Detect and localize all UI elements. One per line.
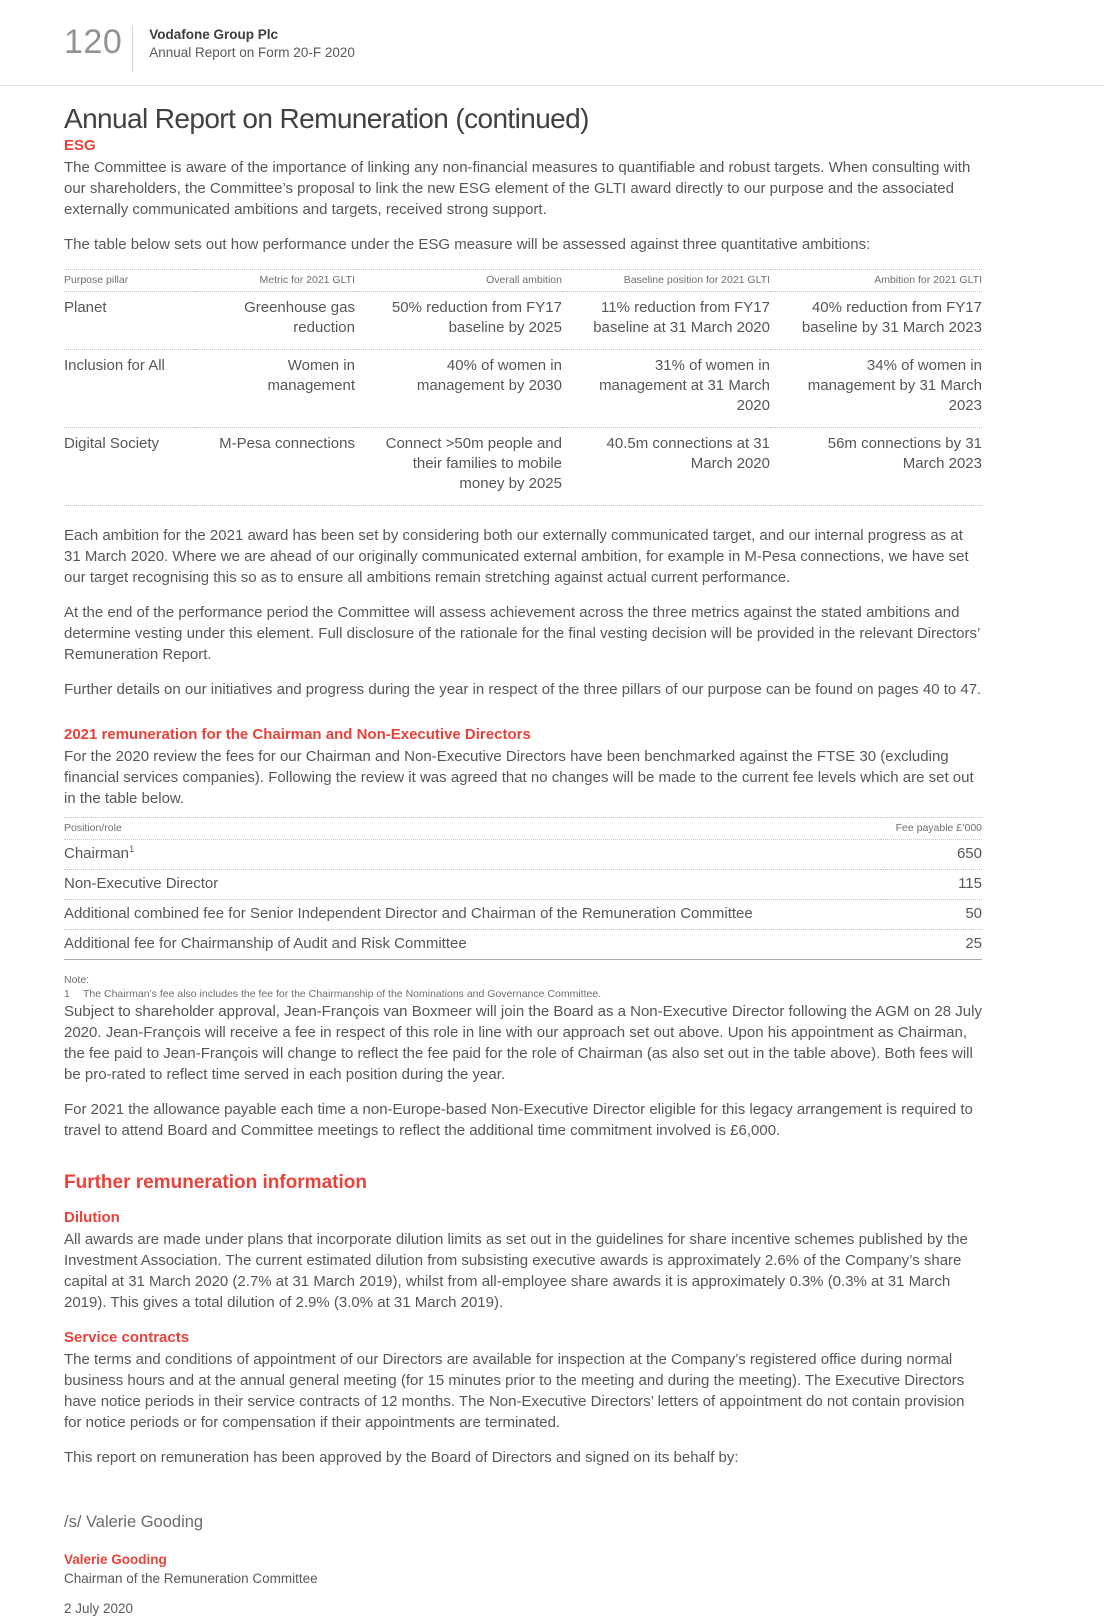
esg-paragraph-3: Each ambition for the 2021 award has been set by considering both our externally communicated target, and our internal progress as at 31 March 2020. Where we are ahead of our originally communicated external ambition, for example in M-Pesa connections, we have set our target recognising this so as to ensure all ambitions remain stretching against actual current performance. — [64, 527, 969, 586]
fee-role-text: Chairman — [64, 845, 130, 862]
note-number: 1 — [64, 988, 70, 1000]
esg-cell-pillar: Digital Society — [64, 428, 195, 506]
fee-cell-role: Additional combined fee for Senior Independent Director and Chairman of the Remuneration Committee — [64, 900, 880, 930]
table-row — [64, 350, 982, 428]
esg-table-header-row — [64, 270, 982, 292]
esg-cell-baseline: 31% of women in management at 31 March 2020 — [562, 350, 770, 428]
esg-paragraph-1: The Committee is aware of the importance of linking any non-financial measures to quantifiable and robust targets. When consulting with our shareholders, the Committee’s proposal to link the new ESG element of the GLTI award directly to our purpose and the associated externally communicated ambitions and targets, received strong support. — [64, 159, 971, 218]
esg-col-metric: Metric for 2021 GLTI — [195, 270, 355, 292]
esg-cell-pillar: Inclusion for All — [64, 350, 195, 428]
esg-heading: ESG — [64, 137, 96, 154]
fee-cell-value: 50 — [880, 900, 982, 930]
signature-date: 2 July 2020 — [64, 1601, 134, 1616]
header-divider — [132, 26, 133, 72]
company-name: Vodafone Group Plc — [149, 27, 278, 42]
esg-cell-overall: Connect >50m people and their families to mobile money by 2025 — [355, 428, 562, 506]
signatory-role: Chairman of the Remuneration Committee — [64, 1570, 318, 1586]
esg-cell-pillar: Planet — [64, 292, 195, 350]
service-contracts-heading: Service contracts — [64, 1329, 190, 1346]
esg-paragraph-4: At the end of the performance period the Committee will assess achievement across the three metrics against the stated ambitions and determine vesting under this element. Full disclosure of the rationale for the final vesting decision will be provided in the relevant Directors’ Remuneration Report. — [64, 604, 980, 663]
table-row — [64, 900, 982, 930]
esg-cell-ambition: 56m connections by 31 March 2023 — [770, 428, 982, 506]
esg-ambitions-table — [64, 269, 982, 506]
fee-table-header-row — [64, 818, 982, 840]
report-name: Annual Report on Form 20-F 2020 — [149, 44, 355, 60]
signatory-name: Valerie Gooding — [64, 1552, 167, 1567]
esg-col-ambition: Ambition for 2021 GLTI — [770, 270, 982, 292]
approval-paragraph: This report on remuneration has been approved by the Board of Directors and signed on its behalf by: — [64, 1449, 739, 1466]
fee-cell-role: Non-Executive Director — [64, 870, 880, 900]
signature-script: /s/ Valerie Gooding — [64, 1513, 204, 1531]
note-text: The Chairman’s fee also includes the fee for the Chairmanship of the Nominations and Governance Committee. — [83, 988, 602, 1000]
remuneration-paragraph-2: For 2021 the allowance payable each time a non-Europe-based Non-Executive Director eligible for this legacy arrangement is required to travel to attend Board and Committee meetings to reflect the additional time commitment involved is £6,000. — [64, 1101, 973, 1139]
header-rule — [0, 85, 1104, 86]
fee-cell-role: Additional fee for Chairmanship of Audit and Risk Committee — [64, 930, 880, 960]
page-title: Annual Report on Remuneration (continued) — [64, 103, 589, 134]
table-row — [64, 870, 982, 900]
table-row — [64, 292, 982, 350]
fee-col-position-role: Position/role — [64, 818, 880, 840]
esg-cell-ambition: 34% of women in management by 31 March 2023 — [770, 350, 982, 428]
page-content — [64, 135, 982, 1616]
service-contracts-paragraph: The terms and conditions of appointment of our Directors are available for inspection at the Company’s registered office during normal business hours and at the annual general meeting (for 15 minutes prior to the meeting and during the meeting). The Executive Directors have notice periods in their service contracts of 12 months. The Non-Executive Directors’ letters of appointment do not contain provision for notice periods or for compensation if their appointments are terminated. — [64, 1351, 965, 1431]
fee-cell-value: 25 — [880, 930, 982, 960]
esg-paragraph-5: Further details on our initiatives and progress during the year in respect of the three pillars of our purpose can be found on pages 40 to 47. — [64, 681, 982, 698]
fee-cell-role — [64, 840, 880, 870]
esg-cell-overall: 40% of women in management by 2030 — [355, 350, 562, 428]
esg-cell-overall: 50% reduction from FY17 baseline by 2025 — [355, 292, 562, 350]
note-item-1 — [64, 987, 982, 1001]
esg-paragraph-2: The table below sets out how performance under the ESG measure will be assessed against three quantitative ambitions: — [64, 236, 871, 253]
table-row — [64, 930, 982, 960]
dilution-paragraph: All awards are made under plans that incorporate dilution limits as set out in the guidelines for share incentive schemes published by the Investment Association. The current estimated dilution from subsisting executive awards is approximately 2.6% of the Company’s share capital at 31 March 2020 (2.7% at 31 March 2019), whilst from all-employee share awards it is approximately 0.3% (0.3% at 31 March 2019). This gives a total dilution of 2.9% (3.0% at 31 March 2019). — [64, 1231, 968, 1311]
esg-cell-baseline: 11% reduction from FY17 baseline at 31 March 2020 — [562, 292, 770, 350]
esg-cell-metric: Women in management — [195, 350, 355, 428]
table-row — [64, 428, 982, 506]
esg-col-baseline: Baseline position for 2021 GLTI — [562, 270, 770, 292]
fee-col-fee-payable: Fee payable £’000 — [880, 818, 982, 840]
esg-cell-baseline: 40.5m connections at 31 March 2020 — [562, 428, 770, 506]
table-note — [64, 973, 982, 1001]
remuneration-2021-intro: For the 2020 review the fees for our Chairman and Non-Executive Directors have been benchmarked against the FTSE 30 (excluding financial services companies). Following the review it was agreed that no changes will be made to the current fee levels which are set out in the table below. — [64, 748, 974, 807]
page-header — [0, 0, 1104, 72]
remuneration-paragraph-1: Subject to shareholder approval, Jean-François van Boxmeer will join the Board as a Non-Executive Director following the AGM on 28 July 2020. Jean-François will receive a fee in respect of this role in line with our approach set out above. Upon his appointment as Chairman, the fee paid to Jean-François will change to reflect the fee paid for the role of Chairman (as also set out in the table above). Both fees will be pro-rated to reflect time served in each position during the year. — [64, 1003, 982, 1083]
esg-cell-metric: Greenhouse gas reduction — [195, 292, 355, 350]
esg-col-overall-ambition: Overall ambition — [355, 270, 562, 292]
esg-cell-ambition: 40% reduction from FY17 baseline by 31 March 2023 — [770, 292, 982, 350]
fee-cell-value: 650 — [880, 840, 982, 870]
further-info-heading: Further remuneration information — [64, 1172, 367, 1193]
page-number: 120 — [64, 23, 123, 61]
esg-col-purpose-pillar: Purpose pillar — [64, 270, 195, 292]
table-row — [64, 840, 982, 870]
footnote-marker: 1 — [129, 844, 135, 855]
fee-table — [64, 817, 982, 960]
remuneration-2021-heading: 2021 remuneration for the Chairman and Non-Executive Directors — [64, 726, 531, 743]
note-label: Note: — [64, 974, 90, 986]
esg-cell-metric: M-Pesa connections — [195, 428, 355, 506]
header-text-block — [149, 24, 355, 62]
fee-cell-value: 115 — [880, 870, 982, 900]
dilution-heading: Dilution — [64, 1209, 120, 1226]
